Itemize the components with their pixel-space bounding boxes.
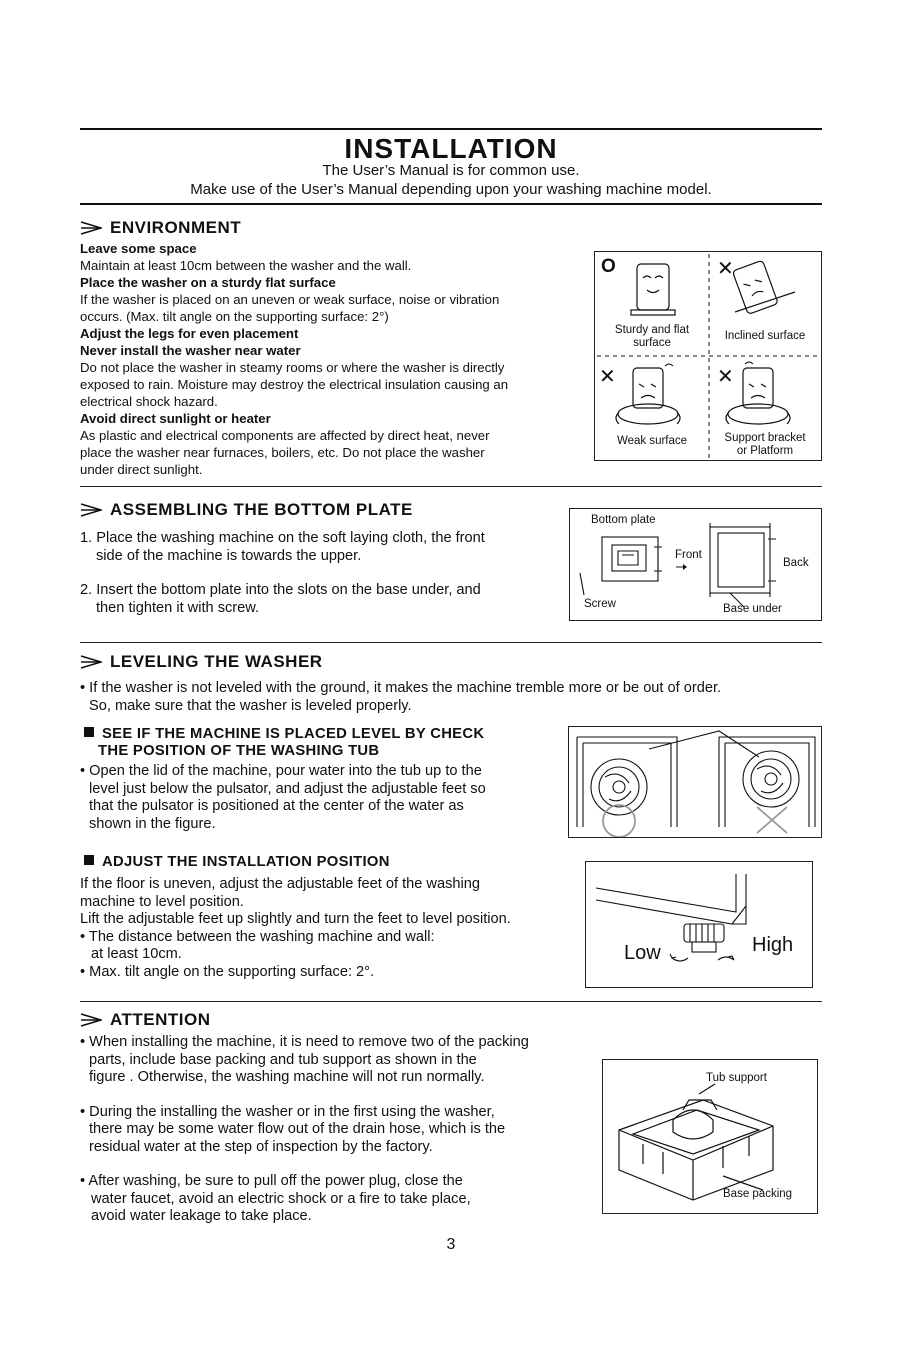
label-front: Front xyxy=(675,549,702,561)
page-number: 3 xyxy=(446,1236,456,1253)
caption-weak: Weak surface xyxy=(616,435,688,447)
leveling-p2f: • Max. tilt angle on the supporting surface: 2°. xyxy=(80,963,375,980)
ok-mark-icon: O xyxy=(601,256,616,277)
adjust-feet-drawing xyxy=(586,862,812,987)
label-base-packing: Base packing xyxy=(723,1188,793,1200)
attention-a2: parts, include base packing and tub support as shown in the xyxy=(89,1051,477,1068)
leveling-subheading-2 xyxy=(84,854,390,871)
label-back: Back xyxy=(783,557,809,569)
section-arrow-icon xyxy=(80,503,102,517)
section-divider xyxy=(80,1001,822,1002)
section-title: ENVIRONMENT xyxy=(110,218,242,237)
environment-t4a: Do not place the washer in steamy rooms or where the washer is directly xyxy=(80,360,505,375)
header-top-rule xyxy=(80,128,822,130)
assembling-step2-a: 2. Insert the bottom plate into the slots on the base under, and xyxy=(80,582,481,598)
square-bullet-icon xyxy=(84,727,94,737)
section-attention-heading xyxy=(80,1010,211,1030)
environment-h5: Avoid direct sunlight or heater xyxy=(80,411,271,426)
environment-h2: Place the washer on a sturdy flat surface xyxy=(80,275,336,290)
tub-position-drawing xyxy=(569,727,821,837)
leveling-p1a: • Open the lid of the machine, pour water into the tub up to the xyxy=(80,763,482,779)
environment-h1: Leave some space xyxy=(80,241,197,256)
environment-t4b: exposed to rain. Moisture may destroy the electrical insulation causing an xyxy=(80,377,509,392)
packing-figure xyxy=(602,1059,818,1214)
section-leveling-heading xyxy=(80,652,323,672)
environment-text xyxy=(80,240,570,478)
environment-figure-drawing xyxy=(595,252,821,460)
leveling-subheading-1 xyxy=(84,726,484,760)
caption-support-line2: or Platform xyxy=(736,445,794,457)
environment-t1: Maintain at least 10cm between the washer and the wall. xyxy=(80,258,412,273)
section-divider xyxy=(80,486,822,487)
header-bottom-rule xyxy=(80,203,822,205)
attention-c2: water faucet, avoid an electric shock or a fire to take place, xyxy=(91,1190,471,1207)
environment-t4c: electrical shock hazard. xyxy=(80,394,218,409)
leveling-p2d: • The distance between the washing machine and wall: xyxy=(80,928,435,945)
attention-text xyxy=(80,1034,600,1226)
leveling-p2c: Lift the adjustable feet up slightly and turn the feet to level position. xyxy=(80,911,511,927)
leveling-intro-a: • If the washer is not leveled with the ground, it makes the machine tremble more or be out of order. xyxy=(80,680,722,696)
environment-t5a: As plastic and electrical components are affected by direct heat, never xyxy=(80,428,490,443)
label-bottom-plate: Bottom plate xyxy=(591,514,656,526)
section-title: ASSEMBLING THE BOTTOM PLATE xyxy=(110,500,413,519)
leveling-p2a: If the floor is uneven, adjust the adjustable feet of the washing xyxy=(80,876,480,892)
caption-sturdy xyxy=(595,324,709,350)
attention-c1: • After washing, be sure to pull off the power plug, close the xyxy=(80,1173,463,1189)
attention-a1: • When installing the machine, it is need to remove two of the packing xyxy=(80,1034,529,1050)
section-assembling-heading xyxy=(80,500,413,520)
x-mark-icon: ✕ xyxy=(717,366,734,388)
attention-b2: there may be some water flow out of the drain hose, which is the xyxy=(89,1121,506,1137)
assembling-step2-b: then tighten it with screw. xyxy=(96,599,260,616)
section-environment-heading xyxy=(80,218,241,238)
x-mark-icon: ✕ xyxy=(599,366,616,388)
leveling-p1c: that the pulsator is positioned at the center of the water as xyxy=(89,798,464,814)
page-title: INSTALLATION xyxy=(344,133,558,164)
subtitle-line-2: Make use of the User’s Manual depending upon your washing machine model. xyxy=(190,181,712,198)
section-divider xyxy=(80,642,822,643)
caption-support xyxy=(709,432,821,458)
leveling-intro xyxy=(80,680,820,715)
section-arrow-icon xyxy=(80,655,102,669)
adjust-feet-figure xyxy=(585,861,813,988)
environment-h4: Never install the washer near water xyxy=(80,343,301,358)
leveling-p2b: machine to level position. xyxy=(80,893,244,910)
square-bullet-icon xyxy=(84,855,94,865)
leveling-sub2: ADJUST THE INSTALLATION POSITION xyxy=(102,854,390,870)
label-high: High xyxy=(752,934,794,956)
environment-t5c: under direct sunlight. xyxy=(80,462,203,477)
environment-t2b: occurs. (Max. tilt angle on the supporting surface: 2°) xyxy=(80,309,389,324)
caption-sturdy-line1: Sturdy and flat xyxy=(614,324,690,336)
leveling-sub1b: THE POSITION OF THE WASHING TUB xyxy=(98,743,380,759)
attention-b1: • During the installing the washer or in the first using the washer, xyxy=(80,1103,495,1120)
leveling-sub1a: SEE IF THE MACHINE IS PLACED LEVEL BY CHECK xyxy=(102,726,485,742)
x-mark-icon: ✕ xyxy=(717,258,734,280)
leveling-p2e: at least 10cm. xyxy=(91,946,182,962)
attention-b3: residual water at the step of inspection by the factory. xyxy=(89,1138,433,1155)
caption-inclined: Inclined surface xyxy=(724,330,806,342)
leveling-p1b: level just below the pulsator, and adjust the adjustable feet so xyxy=(89,780,486,797)
section-title: LEVELING THE WASHER xyxy=(110,652,323,671)
leveling-paragraph-1 xyxy=(80,763,560,833)
section-title: ATTENTION xyxy=(110,1010,211,1029)
assembling-step1-a: 1. Place the washing machine on the soft laying cloth, the front xyxy=(80,530,485,546)
section-arrow-icon xyxy=(80,1013,102,1027)
attention-a3: figure . Otherwise, the washing machine will not run normally. xyxy=(89,1069,485,1085)
tub-position-figure xyxy=(568,726,822,838)
environment-t2a: If the washer is placed on an uneven or weak surface, noise or vibration xyxy=(80,292,500,307)
caption-support-line1: Support bracket xyxy=(724,432,806,444)
attention-c3: avoid water leakage to take place. xyxy=(91,1208,312,1224)
label-tub-support: Tub support xyxy=(706,1072,767,1084)
subtitle-line-1: The User’s Manual is for common use. xyxy=(322,162,580,179)
assembling-steps xyxy=(80,530,560,617)
environment-figure xyxy=(594,251,822,461)
bottom-plate-figure xyxy=(569,508,822,621)
label-screw: Screw xyxy=(584,598,616,610)
assembling-step1-b: side of the machine is towards the upper. xyxy=(96,547,362,564)
leveling-p1d: shown in the figure. xyxy=(89,815,216,832)
section-arrow-icon xyxy=(80,221,102,235)
label-low: Low xyxy=(624,942,661,964)
leveling-intro-b: So, make sure that the washer is leveled properly. xyxy=(89,697,412,714)
caption-sturdy-line2: surface xyxy=(633,337,671,349)
environment-h3: Adjust the legs for even placement xyxy=(80,326,299,341)
environment-t5b: place the washer near furnaces, boilers, etc. Do not place the washer xyxy=(80,445,485,460)
leveling-paragraph-2 xyxy=(80,876,590,981)
label-base-under: Base under xyxy=(723,603,782,615)
